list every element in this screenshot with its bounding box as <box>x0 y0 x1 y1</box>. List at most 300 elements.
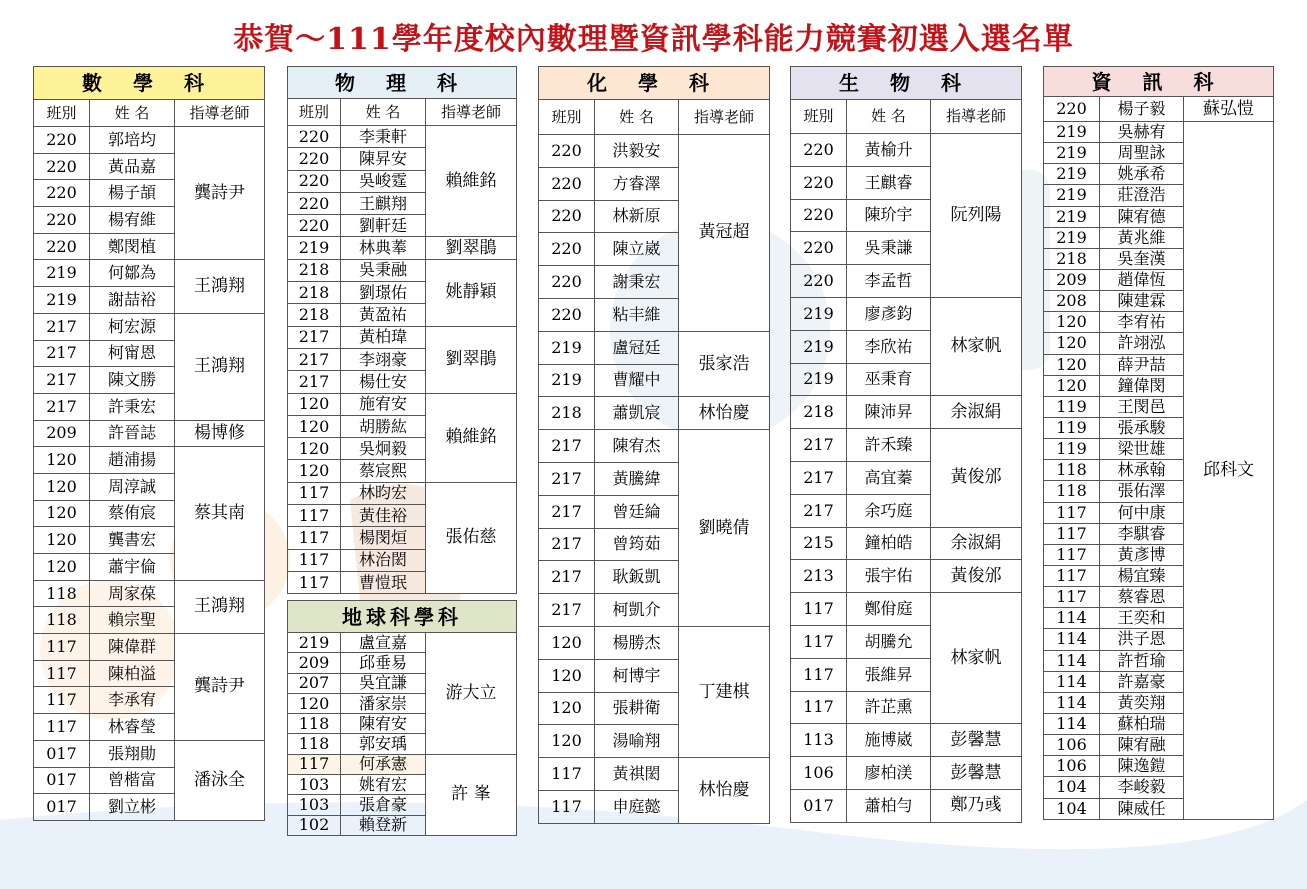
class-cell: 120 <box>288 693 341 713</box>
table-row <box>1044 97 1274 122</box>
class-cell: 117 <box>34 634 90 661</box>
name-cell: 柯博宇 <box>595 659 679 692</box>
table-row <box>34 127 265 154</box>
teacher-cell: 龔詩尹 <box>175 127 265 260</box>
class-cell: 220 <box>34 127 90 154</box>
class-cell: 209 <box>34 420 90 447</box>
name-cell: 黃騰緯 <box>595 462 679 495</box>
column-header-name: 姓 名 <box>90 100 175 127</box>
class-cell: 120 <box>539 692 595 725</box>
table-row <box>34 260 265 287</box>
name-cell: 許哲瑜 <box>1100 650 1184 671</box>
name-cell: 盧冠廷 <box>595 331 679 364</box>
name-cell: 高宜蓁 <box>847 461 931 494</box>
class-cell: 120 <box>288 438 341 460</box>
name-cell: 楊宜臻 <box>1100 565 1184 586</box>
name-cell: 梁世雄 <box>1100 439 1184 460</box>
class-cell: 114 <box>1044 608 1100 629</box>
name-cell: 黃佳裕 <box>341 505 426 527</box>
table-row <box>288 126 517 148</box>
name-cell: 蕭凱宸 <box>595 397 679 430</box>
name-cell: 施宥安 <box>341 393 426 415</box>
name-cell: 李翊豪 <box>341 348 426 370</box>
name-cell: 鐘柏皓 <box>847 527 931 560</box>
name-cell: 陳柏溢 <box>90 660 175 687</box>
earth-science-table <box>287 600 517 836</box>
name-cell: 林昀宏 <box>341 482 426 504</box>
teacher-cell: 賴維銘 <box>426 393 517 482</box>
table-row <box>34 447 265 474</box>
name-cell: 何中康 <box>1100 502 1184 523</box>
class-cell: 215 <box>791 527 847 560</box>
class-cell: 219 <box>1044 227 1100 248</box>
name-cell: 洪子恩 <box>1100 629 1184 650</box>
name-cell: 許禾臻 <box>847 429 931 462</box>
name-cell: 陳威任 <box>1100 798 1184 819</box>
table-row <box>34 740 265 767</box>
table-row <box>34 313 265 340</box>
name-cell: 吳炯毅 <box>341 438 426 460</box>
class-cell: 218 <box>288 259 341 281</box>
name-cell: 周聖詠 <box>1100 143 1184 164</box>
teacher-cell: 張家浩 <box>679 331 770 397</box>
name-cell: 陳宥安 <box>341 714 426 734</box>
class-cell: 017 <box>791 789 847 822</box>
table-row <box>288 393 517 415</box>
name-cell: 李宥祐 <box>1100 312 1184 333</box>
class-cell: 106 <box>1044 756 1100 777</box>
teacher-cell: 黃俊邠 <box>931 560 1022 593</box>
table-row <box>791 134 1022 167</box>
name-cell: 余巧庭 <box>847 494 931 527</box>
name-cell: 李騏睿 <box>1100 523 1184 544</box>
teacher-cell: 許 峯 <box>426 754 517 835</box>
class-cell: 219 <box>539 364 595 397</box>
name-cell: 曹耀中 <box>595 364 679 397</box>
name-cell: 洪毅安 <box>595 135 679 168</box>
class-cell: 218 <box>1044 248 1100 269</box>
class-cell: 118 <box>288 714 341 734</box>
class-cell: 217 <box>288 348 341 370</box>
name-cell: 曾廷綸 <box>595 495 679 528</box>
name-cell: 楊閔烜 <box>341 527 426 549</box>
physics-heading: 物 理 科 <box>288 67 517 99</box>
name-cell: 王麒翔 <box>341 192 426 214</box>
teacher-cell: 丁建棋 <box>679 626 770 757</box>
name-cell: 林睿瑩 <box>90 714 175 741</box>
class-cell: 220 <box>34 233 90 260</box>
column-header-name: 姓 名 <box>847 100 931 134</box>
class-cell: 209 <box>1044 269 1100 290</box>
name-cell: 蕭宇倫 <box>90 554 175 581</box>
name-cell: 湯喻翔 <box>595 725 679 758</box>
class-cell: 217 <box>288 326 341 348</box>
class-cell: 104 <box>1044 798 1100 819</box>
class-cell: 217 <box>791 429 847 462</box>
table-row <box>288 754 517 774</box>
class-cell: 219 <box>539 331 595 364</box>
name-cell: 黃品嘉 <box>90 153 175 180</box>
class-cell: 119 <box>1044 439 1100 460</box>
class-cell: 118 <box>1044 460 1100 481</box>
name-cell: 林承翰 <box>1100 460 1184 481</box>
table-row <box>791 724 1022 757</box>
class-cell: 104 <box>1044 777 1100 798</box>
teacher-cell: 王鴻翔 <box>175 260 265 313</box>
class-cell: 217 <box>539 528 595 561</box>
name-cell: 鄭閔植 <box>90 233 175 260</box>
class-cell: 218 <box>791 396 847 429</box>
name-cell: 莊澄浩 <box>1100 185 1184 206</box>
table-row <box>34 420 265 447</box>
class-cell: 120 <box>1044 312 1100 333</box>
teacher-cell: 林怡慶 <box>679 758 770 824</box>
name-cell: 黃榆升 <box>847 134 931 167</box>
name-cell: 陳昇安 <box>341 148 426 170</box>
class-cell: 120 <box>34 473 90 500</box>
table-row <box>791 789 1022 822</box>
class-cell: 117 <box>34 660 90 687</box>
table-row <box>791 429 1022 462</box>
teacher-cell: 游大立 <box>426 633 517 755</box>
table-row <box>539 758 770 791</box>
class-cell: 118 <box>288 734 341 754</box>
teacher-cell: 林家帆 <box>931 593 1022 724</box>
name-cell: 王奕和 <box>1100 608 1184 629</box>
table-row <box>791 593 1022 626</box>
class-cell: 219 <box>1044 185 1100 206</box>
name-cell: 陳沛昇 <box>847 396 931 429</box>
name-cell: 龔書宏 <box>90 527 175 554</box>
chemistry-table <box>538 66 770 824</box>
name-cell: 薛尹喆 <box>1100 354 1184 375</box>
name-cell: 柯甯恩 <box>90 340 175 367</box>
name-cell: 蔡侑宸 <box>90 500 175 527</box>
class-cell: 120 <box>34 447 90 474</box>
name-cell: 張翔勛 <box>90 740 175 767</box>
name-cell: 許秉宏 <box>90 393 175 420</box>
name-cell: 賴登新 <box>341 815 426 835</box>
name-cell: 趙偉恆 <box>1100 269 1184 290</box>
class-cell: 120 <box>1044 333 1100 354</box>
class-cell: 117 <box>791 593 847 626</box>
name-cell: 許晉誌 <box>90 420 175 447</box>
name-cell: 李欣祐 <box>847 330 931 363</box>
class-cell: 117 <box>1044 544 1100 565</box>
column-header-teacher: 指導老師 <box>175 100 265 127</box>
name-cell: 周家葆 <box>90 580 175 607</box>
class-cell: 219 <box>34 260 90 287</box>
class-cell: 117 <box>539 758 595 791</box>
column-header-name: 姓 名 <box>341 99 426 126</box>
name-cell: 潘家崇 <box>341 693 426 713</box>
class-cell: 219 <box>1044 164 1100 185</box>
name-cell: 黃奕翔 <box>1100 692 1184 713</box>
teacher-cell: 黃冠超 <box>679 135 770 332</box>
class-cell: 220 <box>34 180 90 207</box>
class-cell: 219 <box>288 633 341 653</box>
class-cell: 017 <box>34 794 90 821</box>
table-row <box>791 757 1022 790</box>
name-cell: 蔡宸熙 <box>341 460 426 482</box>
name-cell: 劉璟佑 <box>341 282 426 304</box>
class-cell: 220 <box>34 153 90 180</box>
class-cell: 218 <box>288 282 341 304</box>
table-row <box>288 482 517 504</box>
teacher-cell: 林怡慶 <box>679 397 770 430</box>
name-cell: 耿鈑凱 <box>595 561 679 594</box>
class-cell: 219 <box>791 330 847 363</box>
table-row <box>791 560 1022 593</box>
class-cell: 219 <box>791 297 847 330</box>
table-row <box>288 633 517 653</box>
class-cell: 117 <box>288 754 341 774</box>
class-cell: 118 <box>34 607 90 634</box>
class-cell: 117 <box>288 571 341 593</box>
name-cell: 張佑澤 <box>1100 481 1184 502</box>
teacher-cell: 龔詩尹 <box>175 634 265 741</box>
name-cell: 陳立崴 <box>595 233 679 266</box>
class-cell: 117 <box>34 687 90 714</box>
class-cell: 217 <box>791 494 847 527</box>
name-cell: 楊宥維 <box>90 207 175 234</box>
class-cell: 114 <box>1044 629 1100 650</box>
teacher-cell: 蔡其南 <box>175 447 265 580</box>
class-cell: 103 <box>288 795 341 815</box>
name-cell: 黃盈祐 <box>341 304 426 326</box>
name-cell: 林治閎 <box>341 549 426 571</box>
name-cell: 胡勝紘 <box>341 415 426 437</box>
class-cell: 217 <box>539 462 595 495</box>
table-row <box>539 626 770 659</box>
class-cell: 220 <box>34 207 90 234</box>
teacher-cell: 姚靜穎 <box>426 259 517 326</box>
name-cell: 蘇柏瑞 <box>1100 713 1184 734</box>
class-cell: 117 <box>1044 523 1100 544</box>
class-cell: 117 <box>791 691 847 724</box>
name-cell: 邱垂易 <box>341 653 426 673</box>
column-header-cls: 班別 <box>539 100 595 135</box>
class-cell: 117 <box>288 549 341 571</box>
name-cell: 廖柏渼 <box>847 757 931 790</box>
name-cell: 吳秉謙 <box>847 232 931 265</box>
class-cell: 219 <box>288 237 341 259</box>
column-header-name: 姓 名 <box>595 100 679 135</box>
class-cell: 213 <box>791 560 847 593</box>
teacher-cell: 劉翠鵑 <box>426 326 517 393</box>
teacher-cell: 彭馨慧 <box>931 724 1022 757</box>
teacher-cell: 劉翠鵑 <box>426 237 517 259</box>
class-cell: 117 <box>34 714 90 741</box>
table-row <box>539 397 770 430</box>
name-cell: 胡騰允 <box>847 625 931 658</box>
class-cell: 217 <box>539 561 595 594</box>
name-cell: 吳奎漢 <box>1100 248 1184 269</box>
class-cell: 113 <box>791 724 847 757</box>
name-cell: 何承憲 <box>341 754 426 774</box>
name-cell: 張倉豪 <box>341 795 426 815</box>
math-heading: 數 學 科 <box>34 67 265 100</box>
name-cell: 趙浦揚 <box>90 447 175 474</box>
name-cell: 鐘偉閔 <box>1100 375 1184 396</box>
teacher-cell: 王鴻翔 <box>175 313 265 420</box>
name-cell: 粘丰維 <box>595 298 679 331</box>
teacher-cell: 鄭乃彧 <box>931 789 1022 822</box>
class-cell: 119 <box>1044 396 1100 417</box>
name-cell: 王麒睿 <box>847 166 931 199</box>
physics-table <box>287 66 517 594</box>
teacher-cell: 賴維銘 <box>426 126 517 237</box>
class-cell: 117 <box>1044 502 1100 523</box>
name-cell: 張宇佑 <box>847 560 931 593</box>
class-cell: 220 <box>288 126 341 148</box>
teacher-cell: 蘇弘愷 <box>1184 97 1274 122</box>
class-cell: 117 <box>288 527 341 549</box>
column-header-cls: 班別 <box>791 100 847 134</box>
earth-heading: 地球科學科 <box>288 601 517 633</box>
name-cell: 謝喆裕 <box>90 287 175 314</box>
table-row <box>539 331 770 364</box>
class-cell: 120 <box>539 626 595 659</box>
table-row <box>288 237 517 259</box>
math-table <box>33 66 265 821</box>
name-cell: 陳玠宇 <box>847 199 931 232</box>
name-cell: 劉軒廷 <box>341 215 426 237</box>
table-row <box>34 580 265 607</box>
class-cell: 118 <box>34 580 90 607</box>
name-cell: 謝秉宏 <box>595 266 679 299</box>
class-cell: 218 <box>288 304 341 326</box>
class-cell: 209 <box>288 653 341 673</box>
biology-heading: 生 物 科 <box>791 67 1022 100</box>
class-cell: 219 <box>1044 206 1100 227</box>
class-cell: 220 <box>791 199 847 232</box>
teacher-cell: 楊博修 <box>175 420 265 447</box>
name-cell: 楊子頡 <box>90 180 175 207</box>
teacher-cell: 余淑絹 <box>931 396 1022 429</box>
name-cell: 陳偉群 <box>90 634 175 661</box>
class-cell: 106 <box>791 757 847 790</box>
class-cell: 220 <box>1044 97 1100 122</box>
class-cell: 120 <box>1044 375 1100 396</box>
class-cell: 208 <box>1044 291 1100 312</box>
name-cell: 施博崴 <box>847 724 931 757</box>
name-cell: 柯宏源 <box>90 313 175 340</box>
table-row <box>34 634 265 661</box>
cs-heading: 資 訊 科 <box>1044 67 1274 97</box>
name-cell: 黃兆維 <box>1100 227 1184 248</box>
class-cell: 103 <box>288 775 341 795</box>
name-cell: 何鄒為 <box>90 260 175 287</box>
table-row <box>791 297 1022 330</box>
class-cell: 117 <box>288 482 341 504</box>
class-cell: 217 <box>34 313 90 340</box>
table-row <box>539 135 770 168</box>
teacher-cell: 余淑絹 <box>931 527 1022 560</box>
name-cell: 陳宥德 <box>1100 206 1184 227</box>
class-cell: 120 <box>539 725 595 758</box>
name-cell: 蕭柏勻 <box>847 789 931 822</box>
class-cell: 102 <box>288 815 341 835</box>
name-cell: 許嘉豪 <box>1100 671 1184 692</box>
class-cell: 217 <box>288 371 341 393</box>
teacher-cell: 王鴻翔 <box>175 580 265 633</box>
biology-table <box>790 66 1022 823</box>
name-cell: 李秉軒 <box>341 126 426 148</box>
class-cell: 220 <box>288 215 341 237</box>
name-cell: 曹愷珉 <box>341 571 426 593</box>
name-cell: 張維昇 <box>847 658 931 691</box>
class-cell: 120 <box>288 415 341 437</box>
teacher-cell: 邱科文 <box>1184 122 1274 820</box>
class-cell: 114 <box>1044 671 1100 692</box>
name-cell: 陳建霖 <box>1100 291 1184 312</box>
class-cell: 220 <box>539 135 595 168</box>
name-cell: 吳宜謙 <box>341 673 426 693</box>
class-cell: 017 <box>34 767 90 794</box>
column-header-teacher: 指導老師 <box>931 100 1022 134</box>
class-cell: 220 <box>539 298 595 331</box>
class-cell: 117 <box>1044 565 1100 586</box>
name-cell: 李承宥 <box>90 687 175 714</box>
class-cell: 114 <box>1044 692 1100 713</box>
class-cell: 217 <box>791 461 847 494</box>
column-header-cls: 班別 <box>288 99 341 126</box>
name-cell: 蔡睿恩 <box>1100 587 1184 608</box>
class-cell: 117 <box>1044 587 1100 608</box>
name-cell: 鄭佾庭 <box>847 593 931 626</box>
name-cell: 姚承希 <box>1100 164 1184 185</box>
name-cell: 陳文勝 <box>90 367 175 394</box>
class-cell: 220 <box>791 166 847 199</box>
class-cell: 219 <box>1044 143 1100 164</box>
class-cell: 117 <box>288 505 341 527</box>
teacher-cell: 彭馨慧 <box>931 757 1022 790</box>
class-cell: 220 <box>539 200 595 233</box>
class-cell: 217 <box>539 594 595 627</box>
computer-science-table <box>1043 66 1274 820</box>
name-cell: 黃柏瑋 <box>341 326 426 348</box>
name-cell: 郭安瑀 <box>341 734 426 754</box>
class-cell: 220 <box>288 148 341 170</box>
name-cell: 郭培均 <box>90 127 175 154</box>
name-cell: 方睿澤 <box>595 167 679 200</box>
table-row <box>1044 122 1274 143</box>
class-cell: 217 <box>34 340 90 367</box>
name-cell: 黃祺閎 <box>595 758 679 791</box>
name-cell: 楊仕安 <box>341 371 426 393</box>
name-cell: 盧宣嘉 <box>341 633 426 653</box>
teacher-cell: 阮列陽 <box>931 134 1022 298</box>
class-cell: 120 <box>34 500 90 527</box>
class-cell: 117 <box>791 658 847 691</box>
teacher-cell: 劉曉倩 <box>679 430 770 627</box>
name-cell: 李峻毅 <box>1100 777 1184 798</box>
name-cell: 巫秉育 <box>847 363 931 396</box>
name-cell: 陳逸鎧 <box>1100 756 1184 777</box>
class-cell: 106 <box>1044 735 1100 756</box>
table-row <box>288 326 517 348</box>
table-row <box>791 396 1022 429</box>
class-cell: 117 <box>791 625 847 658</box>
name-cell: 周淳誠 <box>90 473 175 500</box>
name-cell: 吳峻霆 <box>341 170 426 192</box>
class-cell: 114 <box>1044 713 1100 734</box>
class-cell: 220 <box>539 167 595 200</box>
class-cell: 217 <box>34 393 90 420</box>
column-header-cls: 班別 <box>34 100 90 127</box>
class-cell: 017 <box>34 740 90 767</box>
